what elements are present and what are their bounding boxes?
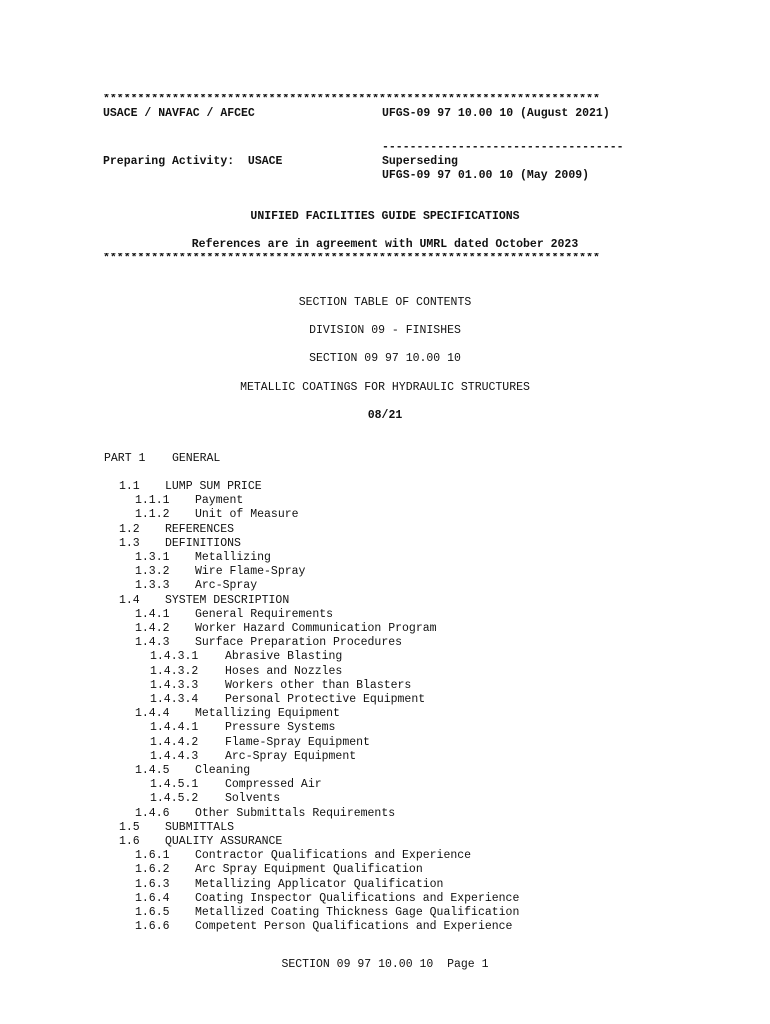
- toc-item-title: Metallized Coating Thickness Gage Qualification: [195, 906, 520, 919]
- superseding-ufgs: UFGS-09 97 01.00 10 (May 2009): [382, 169, 590, 182]
- part-title: GENERAL: [172, 452, 221, 465]
- toc-item-number: 1.1.2: [135, 508, 170, 522]
- toc-item-number: 1.4.2: [135, 622, 170, 635]
- toc-item-title: Metallizing Equipment: [195, 707, 340, 721]
- toc-item-number: 1.6: [119, 835, 140, 848]
- toc-item-title: DEFINITIONS: [165, 536, 241, 550]
- toc-item-number: 1.3.3: [135, 579, 170, 593]
- toc-item-title: Arc-Spray: [195, 579, 258, 593]
- toc-item-title: Unit of Measure: [195, 508, 299, 522]
- toc-item-number: 1.4.3.4: [150, 693, 199, 706]
- toc-title: SECTION TABLE OF CONTENTS: [298, 296, 472, 309]
- toc-item-title: Arc-Spray Equipment: [225, 749, 357, 763]
- toc-item-number: 1.4.5.1: [150, 778, 199, 792]
- toc-item-number: 1.4.6: [135, 806, 170, 820]
- guide-title: UNIFIED FACILITIES GUIDE SPECIFICATIONS: [250, 210, 520, 223]
- organization-label: USACE / NAVFAC / AFCEC: [103, 107, 255, 120]
- toc-item-title: Worker Hazard Communication Program: [195, 622, 437, 635]
- ufgs-number: UFGS-09 97 10.00 10 (August 2021): [382, 107, 610, 120]
- toc-item-title: Other Submittals Requirements: [195, 806, 396, 820]
- toc-item-title: Pressure Systems: [225, 721, 336, 735]
- toc-item-number: 1.6.2: [135, 863, 170, 877]
- toc-item-number: 1.1: [119, 480, 140, 493]
- toc-item-number: 1.4.4: [135, 707, 170, 721]
- toc-item-title: SYSTEM DESCRIPTION: [165, 593, 290, 607]
- toc-item-title: Abrasive Blasting: [225, 650, 343, 664]
- superseding-label: Superseding: [382, 155, 458, 168]
- toc-item-title: Solvents: [225, 792, 281, 806]
- toc-item-title: Flame-Spray Equipment: [225, 735, 370, 749]
- toc-item-number: 1.6.6: [135, 920, 170, 934]
- section-title: SECTION 09 97 10.00 10: [309, 352, 461, 365]
- preparing-activity: Preparing Activity: USACE: [103, 155, 283, 168]
- toc-item-number: 1.4.3: [135, 636, 170, 650]
- toc-item-number: 1.2: [119, 522, 140, 536]
- toc-item-title: SUBMITTALS: [165, 820, 235, 834]
- toc-item-number: 1.4.5: [135, 764, 170, 777]
- toc-item-title: Workers other than Blasters: [225, 678, 412, 692]
- toc-item-number: 1.4.3.1: [150, 650, 199, 664]
- header-bottom-stars: ************************************************************************: [103, 253, 600, 265]
- toc-item-title: Personal Protective Equipment: [225, 693, 426, 706]
- toc-item-number: 1.4.5.2: [150, 792, 199, 806]
- toc-item-number: 1.4.4.3: [150, 749, 199, 763]
- subject-title: METALLIC COATINGS FOR HYDRAULIC STRUCTURES: [240, 381, 530, 394]
- toc-item-title: Arc Spray Equipment Qualification: [195, 863, 423, 877]
- dash-separator: -----------------------------------: [382, 141, 624, 154]
- page-footer: SECTION 09 97 10.00 10 Page 1: [281, 958, 489, 971]
- toc-item-number: 1.4.3.2: [150, 664, 199, 678]
- issue-date: 08/21: [367, 409, 403, 422]
- toc-item-number: 1.4: [119, 593, 140, 607]
- division-title: DIVISION 09 - FINISHES: [309, 324, 461, 337]
- toc-item-title: Metallizing Applicator Qualification: [195, 877, 444, 891]
- toc-item-number: 1.4.1: [135, 607, 170, 621]
- toc-item-number: 1.1.1: [135, 494, 170, 508]
- toc-item-number: 1.4.3.3: [150, 678, 199, 692]
- toc-item-title: Surface Preparation Procedures: [195, 636, 403, 650]
- toc-item-number: 1.3.2: [135, 565, 170, 579]
- references-note: References are in agreement with UMRL dated October 2023: [191, 238, 579, 251]
- toc-item-number: 1.3.1: [135, 551, 170, 564]
- toc-item-number: 1.4.4.2: [150, 735, 199, 749]
- toc-item-title: LUMP SUM PRICE: [165, 480, 262, 493]
- toc-item-number: 1.6.5: [135, 906, 170, 919]
- toc-item-number: 1.5: [119, 820, 140, 834]
- toc-item-number: 1.3: [119, 536, 140, 550]
- toc-item-title: Wire Flame-Spray: [195, 565, 306, 579]
- header-top-stars: ************************************************************************: [103, 94, 600, 106]
- toc-item-number: 1.6.4: [135, 891, 170, 905]
- toc-item-title: Competent Person Qualifications and Experience: [195, 920, 513, 934]
- toc-item-title: QUALITY ASSURANCE: [165, 835, 283, 848]
- toc-item-title: Cleaning: [195, 764, 251, 777]
- toc-item-title: Contractor Qualifications and Experience: [195, 849, 472, 863]
- toc-item-number: 1.6.1: [135, 849, 170, 863]
- toc-item-title: Coating Inspector Qualifications and Experience: [195, 891, 520, 905]
- toc-item-title: Metallizing: [195, 551, 271, 564]
- toc-item-number: 1.4.4.1: [150, 721, 199, 735]
- toc-item-title: General Requirements: [195, 607, 334, 621]
- toc-item-number: 1.6.3: [135, 877, 170, 891]
- toc-item-title: Payment: [195, 494, 244, 508]
- toc-item-title: REFERENCES: [165, 522, 235, 536]
- part-label: PART 1: [104, 452, 146, 465]
- toc-item-title: Hoses and Nozzles: [225, 664, 343, 678]
- toc-item-title: Compressed Air: [225, 778, 322, 792]
